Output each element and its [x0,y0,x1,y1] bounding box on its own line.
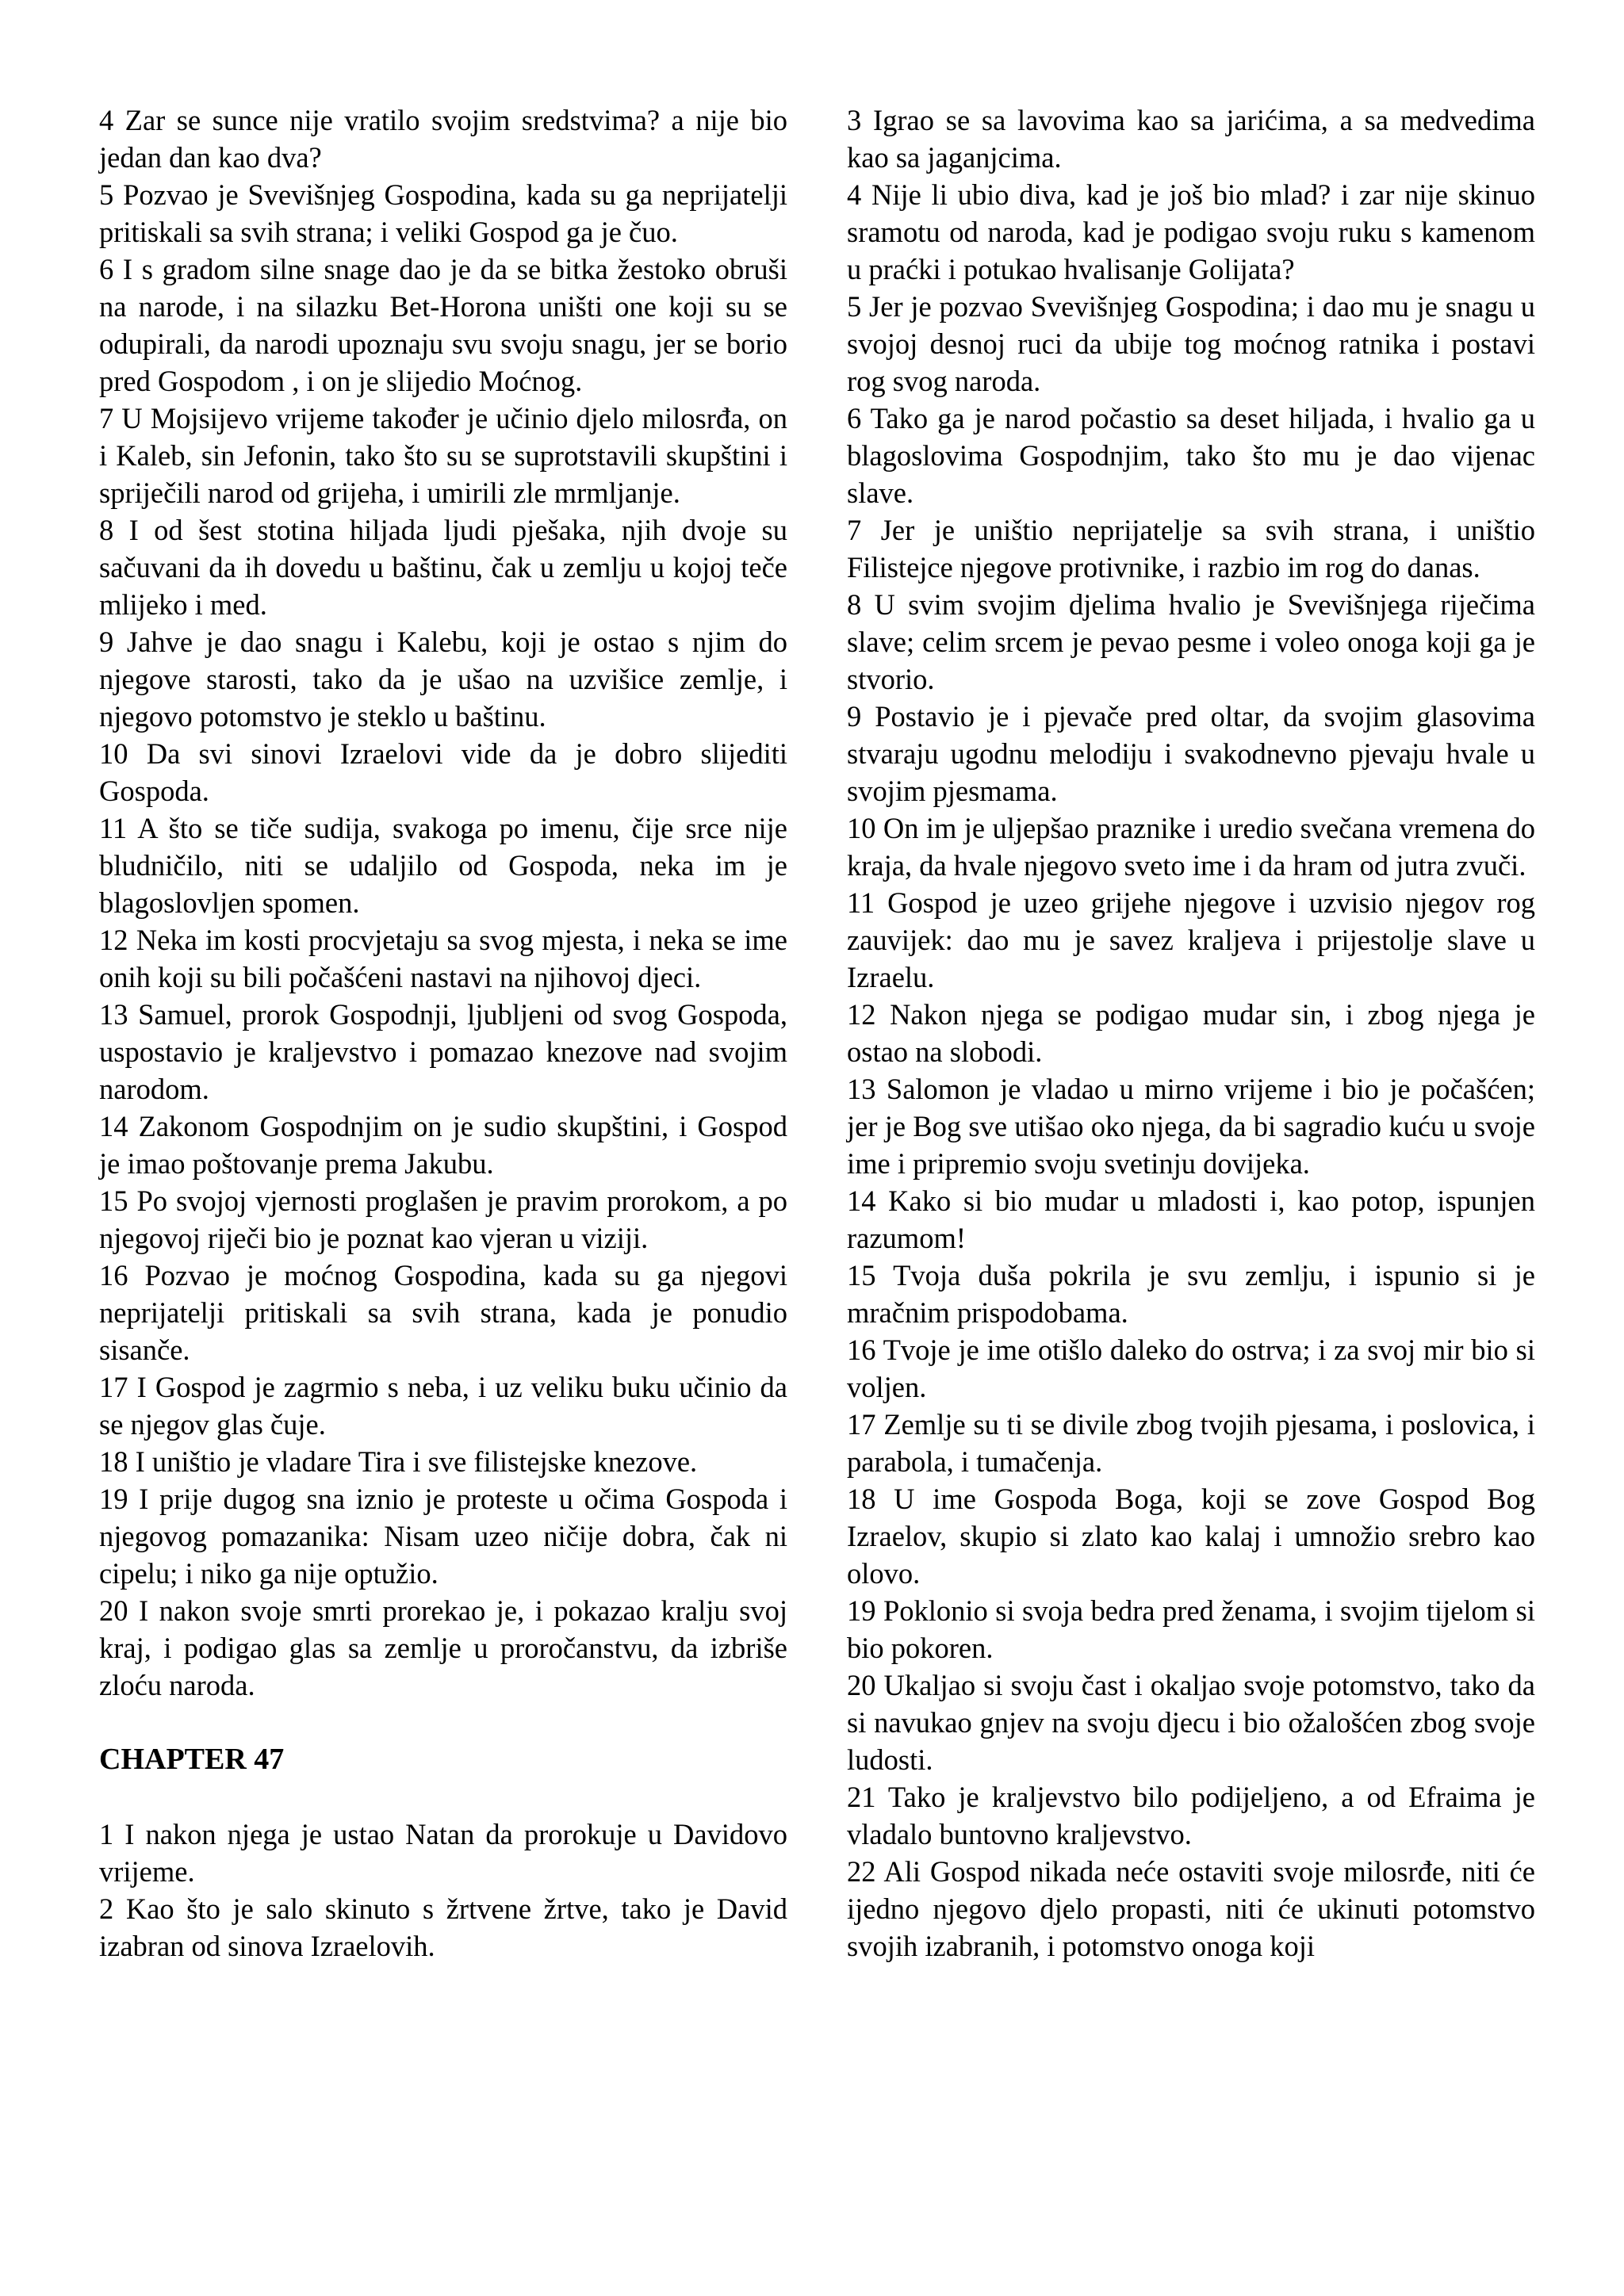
verse: 18 U ime Gospoda Boga, koji se zove Gospod Bog Izraelov, skupio si zlato kao kalaj i umnožio srebro kao olovo. [847,1483,1535,1590]
verse: 12 Nakon njega se podigao mudar sin, i zbog njega je ostao na slobodi. [847,998,1535,1068]
verse: 8 I od šest stotina hiljada ljudi pješaka, njih dvoje su sačuvani da ih dovedu u baštinu, čak u zemlju u kojoj teče mlijeko i med. [99,514,787,621]
verse: 12 Neka im kosti procvjetaju sa svog mjesta, i neka se ime onih koji su bili počašćeni nastavi na njihovoj djeci. [99,924,787,993]
verse: 8 U svim svojim djelima hvalio je Svevišnjega riječima slave; celim srcem je pevao pesme i voleo onoga koji ga je stvorio. [847,588,1535,695]
verse: 16 Tvoje je ime otišlo daleko do ostrva; i za svoj mir bio si voljen. [847,1334,1535,1403]
verse: 7 U Mojsijevo vrijeme također je učinio djelo milosrđa, on i Kaleb, sin Jefonin, tako što su se suprotstavili skupštini i spriječili narod od grijeha, i umirili zle mrmljanje. [99,402,787,509]
verse: 18 I uništio je vladare Tira i sve filistejske knezove. [99,1445,698,1478]
chapter-heading: CHAPTER 47 [99,1743,285,1776]
verse: 13 Samuel, prorok Gospodnji, ljubljeni od svog Gospoda, uspostavio je kraljevstvo i pomazao knezove nad svojim narodom. [99,998,787,1105]
verse: 15 Tvoja duša pokrila je svu zemlju, i ispunio si je mračnim prispodobama. [847,1259,1535,1329]
verse: 7 Jer je uništio neprijatelje sa svih strana, i uništio Filistejce njegove protivnike, i razbio im rog do danas. [847,514,1535,584]
left-column [99,101,787,1965]
verse: 5 Pozvao je Svevišnjeg Gospodina, kada su ga neprijatelji pritiskali sa svih strana; i veliki Gospod ga je čuo. [99,178,787,248]
verse: 20 I nakon svoje smrti prorekao je, i pokazao kralju svoj kraj, i podigao glas sa zemlje u proročanstvu, da izbriše zloću naroda. [99,1594,787,1701]
verse: 4 Nije li ubio diva, kad je još bio mlad? i zar nije skinuo sramotu od naroda, kad je podigao svoju ruku s kamenom u praćki i potukao hvalisanje Golijata? [847,178,1535,285]
verse: 16 Pozvao je moćnog Gospodina, kada su ga njegovi neprijatelji pritiskali sa svih strana, kada je ponudio sisanče. [99,1259,787,1366]
verse: 4 Zar se sunce nije vratilo svojim sredstvima? a nije bio jedan dan kao dva? [99,104,787,174]
verse: 11 A što se tiče sudija, svakoga po imenu, čije srce nije bludničilo, niti se udaljilo od Gospoda, neka im je blagoslovljen spomen. [99,812,787,919]
verse: 19 I prije dugog sna iznio je proteste u očima Gospoda i njegovog pomazanika: Nisam uzeo ničije dobra, čak ni cipelu; i niko ga nije optužio. [99,1483,787,1590]
verse: 13 Salomon je vladao u mirno vrijeme i bio je počašćen; jer je Bog sve utišao oko njega, da bi sagradio kuću u svoje ime i pripremio svoju svetinju dovijeka. [847,1073,1535,1180]
verse: 3 Igrao se sa lavovima kao sa jarićima, a sa medvedima kao sa jaganjcima. [847,104,1535,174]
verse: 14 Kako si bio mudar u mladosti i, kao potop, ispunjen razumom! [847,1184,1535,1254]
verse: 6 I s gradom silne snage dao je da se bitka žestoko obruši na narode, i na silazku Bet-Horona uništi one koji su se odupirali, da narodi upoznaju svu svoju snagu, jer se borio pred Gospodom , i on je slijedio Moćnog. [99,253,787,397]
verse: 9 Postavio je i pjevače pred oltar, da svojim glasovima stvaraju ugodnu melodiju i svakodnevno pjevaju hvale u svojim pjesmama. [847,700,1535,807]
verse: 20 Ukaljao si svoju čast i okaljao svoje potomstvo, tako da si navukao gnjev na svoju djecu i bio ožalošćen zbog svoje ludosti. [847,1669,1535,1776]
verse: 17 I Gospod je zagrmio s neba, i uz veliku buku učinio da se njegov glas čuje. [99,1371,787,1441]
verse: 9 Jahve je dao snagu i Kalebu, koji je ostao s njim do njegove starosti, tako da je ušao na uzvišice zemlje, i njegovo potomstvo je steklo u baštinu. [99,626,787,733]
right-column [847,101,1535,1965]
verse: 21 Tako je kraljevstvo bilo podijeljeno, a od Efraima je vladalo buntovno kraljevstvo. [847,1781,1535,1850]
verse: 1 I nakon njega je ustao Natan da prorokuje u Davidovo vrijeme. [99,1818,787,1888]
verse: 22 Ali Gospod nikada neće ostaviti svoje milosrđe, niti će ijedno njegovo djelo propasti, niti će ukinuti potomstvo svojih izabranih, i potomstvo onoga koji [847,1855,1535,1962]
verse: 6 Tako ga je narod počastio sa deset hiljada, i hvalio ga u blagoslovima Gospodnjim, tako što mu je dao vijenac slave. [847,402,1535,509]
verse: 10 Da svi sinovi Izraelovi vide da je dobro slijediti Gospoda. [99,737,787,807]
verse: 10 On im je uljepšao praznike i uredio svečana vremena do kraja, da hvale njegovo sveto ime i da hram od jutra zvuči. [847,812,1535,882]
verse: 17 Zemlje su ti se divile zbog tvojih pjesama, i poslovica, i parabola, i tumačenja. [847,1408,1535,1478]
verse: 2 Kao što je salo skinuto s žrtvene žrtve, tako je David izabran od sinova Izraelovih. [99,1892,787,1962]
verse: 19 Poklonio si svoja bedra pred ženama, i svojim tijelom si bio pokoren. [847,1594,1535,1664]
verse: 15 Po svojoj vjernosti proglašen je pravim prorokom, a po njegovoj riječi bio je poznat kao vjeran u viziji. [99,1184,787,1254]
verse: 14 Zakonom Gospodnjim on je sudio skupštini, i Gospod je imao poštovanje prema Jakubu. [99,1110,787,1180]
verse: 11 Gospod je uzeo grijehe njegove i uzvisio njegov rog zauvijek: dao mu je savez kraljeva i prijestolje slave u Izraelu. [847,886,1535,993]
verse: 5 Jer je pozvao Svevišnjeg Gospodina; i dao mu je snagu u svojoj desnoj ruci da ubije tog moćnog ratnika i postavi rog svog naroda. [847,290,1535,397]
